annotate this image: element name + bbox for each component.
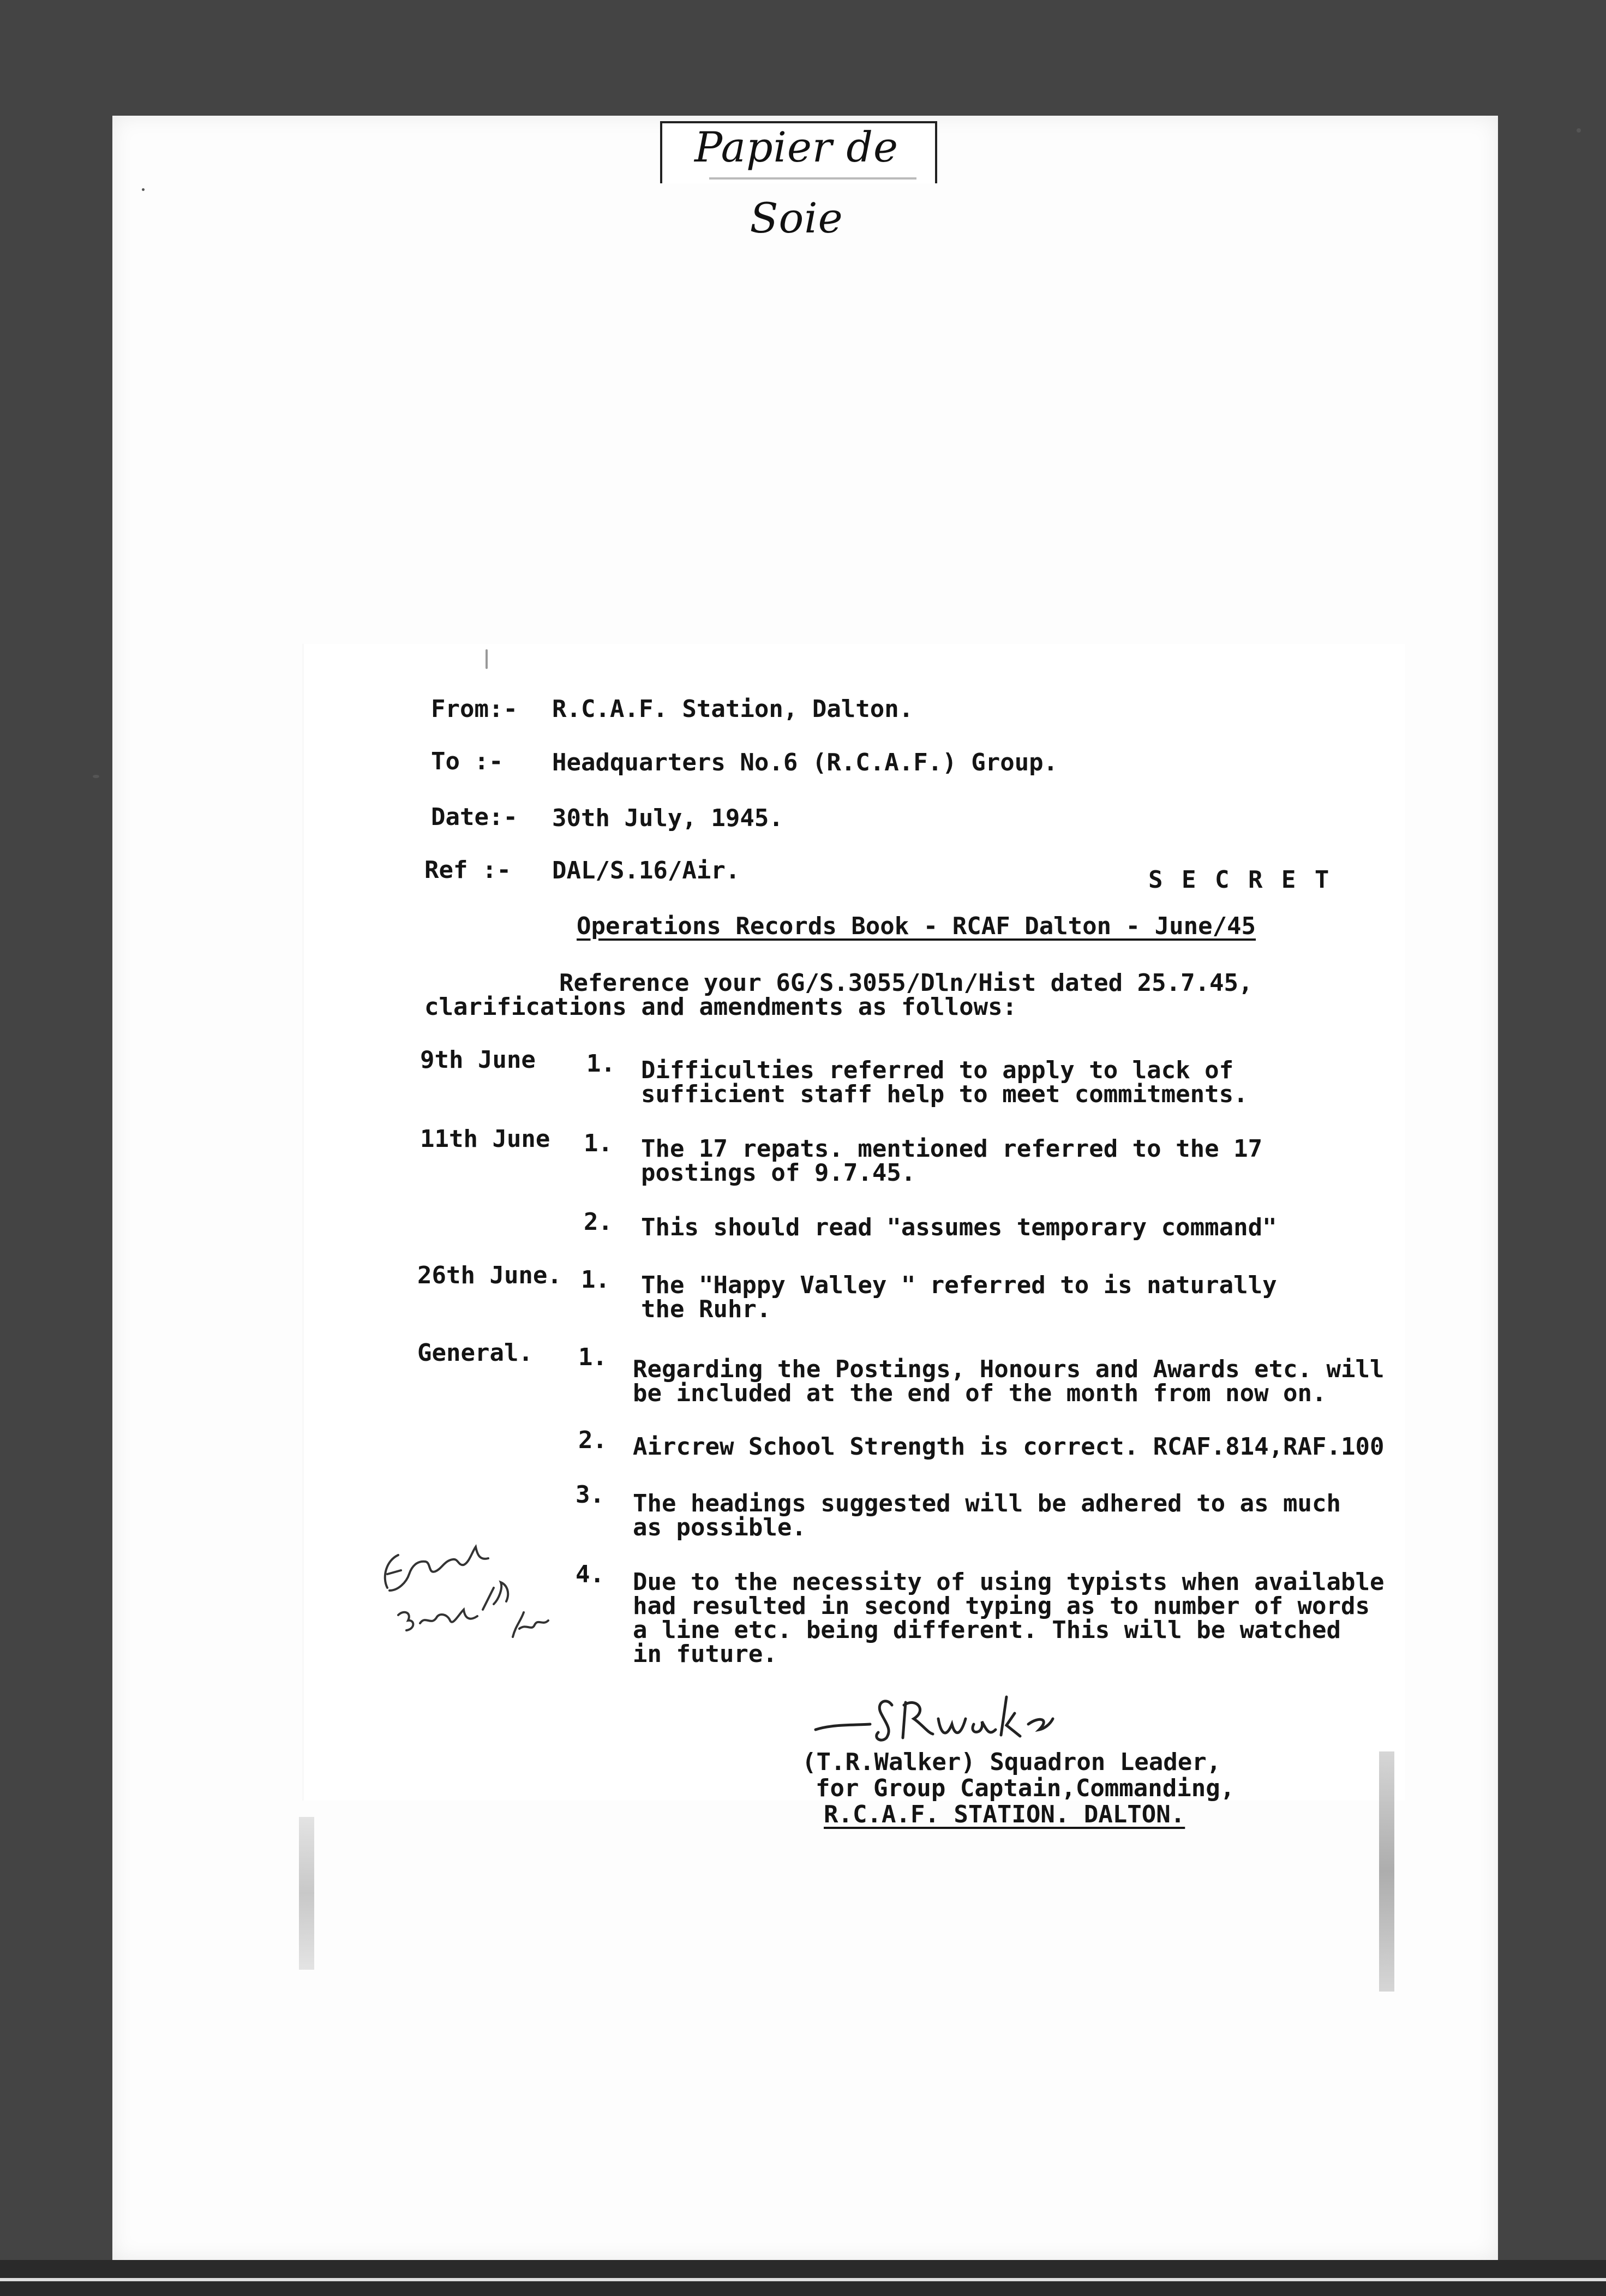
to-label: To :- [431,748,504,775]
entry-text-line: Aircrew School Strength is correct. RCAF.814,RAF.100 [633,1433,1385,1461]
entry-text-line: be included at the end of the month from now on. [633,1379,1327,1407]
scan-speck [486,649,488,669]
from-label: From:- [431,695,518,723]
entry-text-line: Due to the necessity of using typists when available [633,1568,1385,1596]
entry-number: 4. [576,1560,604,1588]
entry-text-line: the Ruhr. [641,1295,771,1323]
entry-text-line: This should read "assumes temporary command" [641,1213,1277,1241]
from-value: R.C.A.F. Station, Dalton. [552,695,914,723]
entry-number: 2. [584,1208,613,1236]
ref-value: DAL/S.16/Air. [552,857,740,884]
entry-text-line: sufficient staff help to meet commitments. [641,1080,1248,1108]
entry-date: 26th June. [417,1261,562,1289]
entry-text-line: Difficulties referred to apply to lack of [641,1056,1234,1084]
entry-number: 1. [581,1266,610,1294]
signature-image [810,1686,1116,1746]
entry-number: 3. [576,1481,604,1509]
scan-speck [1577,128,1581,133]
entry-date: 9th June [420,1046,536,1074]
entry-date: 11th June [420,1125,550,1153]
entry-text-line: in future. [633,1640,777,1668]
signatory-name-rank: (T.R.Walker) Squadron Leader, [802,1748,1221,1776]
sheet-edge-right [1379,1751,1394,1992]
signatory-station: R.C.A.F. STATION. DALTON. [824,1801,1185,1828]
entry-number: 1. [586,1050,615,1078]
entry-text-line: The "Happy Valley " referred to is naturally [641,1271,1277,1299]
date-value: 30th July, 1945. [552,804,783,832]
entry-text-line: postings of 9.7.45. [641,1159,916,1187]
entry-text-line: The 17 repats. mentioned referred to the 17 [641,1135,1263,1163]
signatory-capacity: for Group Captain,Commanding, [816,1774,1235,1802]
entry-number: 1. [584,1129,613,1157]
intro-line-2: clarifications and amendments as follows: [424,993,1017,1021]
intro-line-1: Reference your 6G/S.3055/Dln/Hist dated 25.7.45, [559,969,1253,997]
date-label: Date:- [431,803,518,831]
sheet-edge-left [299,1817,314,1970]
scan-bottom-line [0,2278,1606,2281]
ref-label: Ref :- [424,856,511,884]
classification-label: S E C R E T [1148,866,1332,894]
stamp-underline [709,177,916,180]
entry-text-line: The headings suggested will be adhered to as much [633,1490,1341,1517]
entry-text-line: had resulted in second typing as to number of words [633,1592,1370,1620]
entry-text-line: Regarding the Postings, Honours and Awards etc. will [633,1355,1385,1383]
entry-number: 2. [578,1426,607,1454]
handwritten-entered-note [376,1522,556,1648]
to-value: Headquarters No.6 (R.C.A.F.) Group. [552,749,1058,776]
entry-date: General. [417,1339,533,1367]
scan-speck [93,775,99,778]
entry-text-line: as possible. [633,1514,806,1541]
scan-speck [142,188,145,191]
stamp-label: Papier de Soie [694,123,899,242]
entry-text-line: a line etc. being different. This will be watched [633,1616,1341,1644]
entry-number: 1. [578,1343,607,1371]
subject-line: Operations Records Book - RCAF Dalton - June/45 [577,912,1256,940]
